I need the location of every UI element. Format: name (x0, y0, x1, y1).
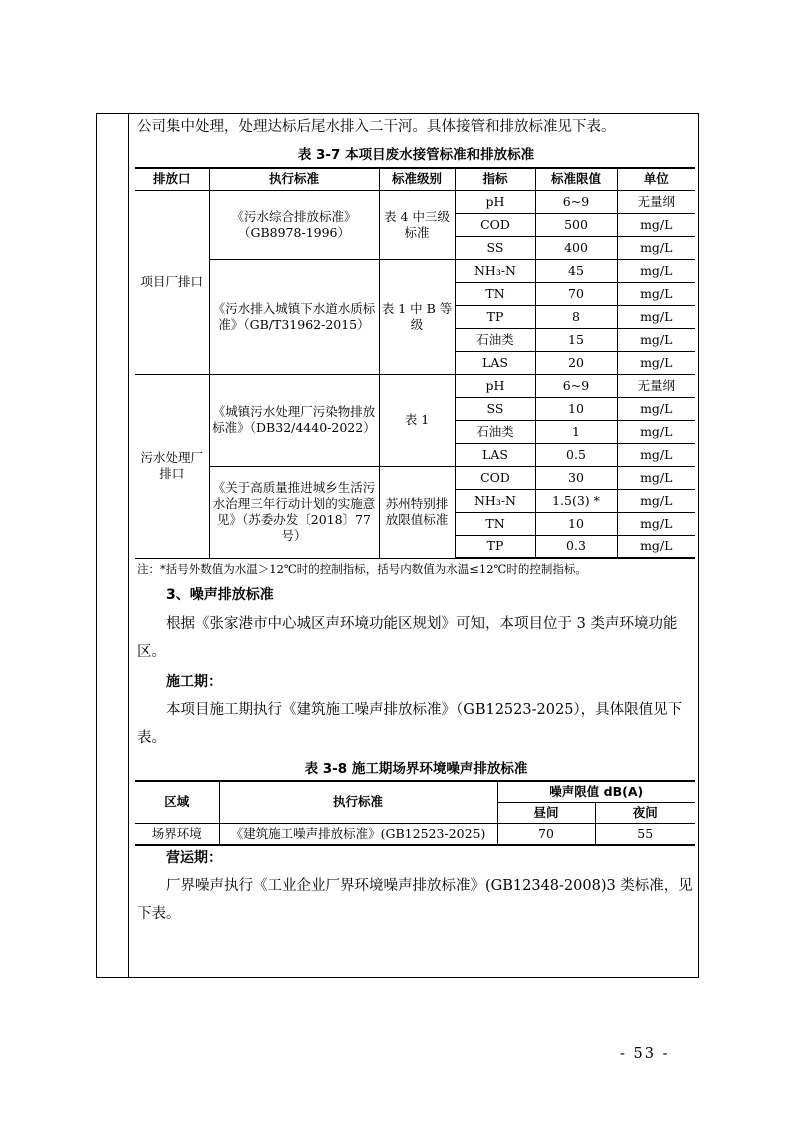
limit: 400 (535, 236, 617, 259)
header-indicator: 指标 (455, 168, 535, 190)
limit: 20 (535, 351, 617, 374)
limit: 6~9 (535, 374, 617, 397)
limit: 10 (535, 512, 617, 535)
limit: 500 (535, 213, 617, 236)
level-gbt31962: 表 1 中 B 等级 (379, 259, 455, 374)
limit: 6~9 (535, 190, 617, 213)
header-night: 夜间 (595, 802, 695, 823)
indicator: 石油类 (455, 328, 535, 351)
limit: 45 (535, 259, 617, 282)
limit: 0.3 (535, 535, 617, 558)
construction-heading: 施工期： (166, 674, 222, 690)
frame-divider (128, 113, 129, 978)
indicator: pH (455, 190, 535, 213)
indicator: COD (455, 213, 535, 236)
limit: 1.5(3) * (535, 489, 617, 512)
table-row (135, 259, 695, 282)
limit: 30 (535, 466, 617, 489)
indicator: TN (455, 282, 535, 305)
standard-db32: 《城镇污水处理厂污染物排放标准》（DB32/4440-2022） (209, 374, 379, 466)
header-outlet: 排放口 (135, 168, 209, 190)
construction-paragraph: 本项目施工期执行《建筑施工噪声排放标准》（GB12523-2025），具体限值见下表。 (137, 702, 683, 746)
table-row (135, 374, 695, 397)
section-3-paragraph: 根据《张家港市中心城区声环境功能区规划》可知，本项目位于 3 类声环境功能区。 (137, 616, 678, 660)
table-3-8-title: 表 3-8 施工期场界环境噪声排放标准 (304, 761, 528, 777)
outlet-wwtp: 污水处理厂排口 (135, 374, 209, 558)
indicator: pH (455, 374, 535, 397)
noise-standards-table (135, 780, 695, 846)
unit: mg/L (617, 351, 695, 374)
intro-line: 公司集中处理，处理达标后尾水排入二干河。具体接管和排放标准见下表。 (137, 119, 616, 135)
indicator: SS (455, 236, 535, 259)
header-limit: 标准限值 (535, 168, 617, 190)
indicator: SS (455, 397, 535, 420)
standard-cell: 《建筑施工噪声排放标准》(GB12523-2025) (219, 823, 497, 845)
unit: mg/L (617, 535, 695, 558)
operation-paragraph: 厂界噪声执行《工业企业厂界环境噪声排放标准》(GB12348-2008)3 类标准，见下表。 (137, 878, 693, 922)
content-area (137, 113, 695, 928)
table-row (135, 823, 695, 845)
table-row (135, 190, 695, 213)
level-suzhou: 苏州特别排放限值标准 (379, 466, 455, 558)
indicator: LAS (455, 351, 535, 374)
standard-gb8978: 《污水综合排放标准》（GB8978-1996） (209, 190, 379, 259)
unit: mg/L (617, 282, 695, 305)
level-db32: 表 1 (379, 374, 455, 466)
outlet-project: 项目厂排口 (135, 190, 209, 374)
unit: mg/L (617, 466, 695, 489)
unit: mg/L (617, 397, 695, 420)
header-standard: 执行标准 (219, 781, 497, 823)
header-day: 昼间 (497, 802, 595, 823)
indicator: TN (455, 512, 535, 535)
limit: 1 (535, 420, 617, 443)
limit: 10 (535, 397, 617, 420)
indicator: NH₃-N (455, 489, 535, 512)
table-header-row (135, 168, 695, 190)
limit: 8 (535, 305, 617, 328)
unit: mg/L (617, 213, 695, 236)
unit: mg/L (617, 489, 695, 512)
table-3-7-title: 表 3-7 本项目废水接管标准和排放标准 (297, 147, 535, 163)
page-number: - 53 - (620, 1046, 670, 1062)
table-header-row (135, 781, 695, 802)
indicator: LAS (455, 443, 535, 466)
standard-suzhou: 《关于高质量推进城乡生活污水治理三年行动计划的实施意见》（苏委办发〔2018〕77 号） (209, 466, 379, 558)
limit: 70 (535, 282, 617, 305)
unit: mg/L (617, 259, 695, 282)
unit: mg/L (617, 512, 695, 535)
table-row (135, 466, 695, 489)
unit: 无量纲 (617, 374, 695, 397)
header-level: 标准级别 (379, 168, 455, 190)
day-limit: 70 (497, 823, 595, 845)
indicator: TP (455, 535, 535, 558)
area-cell: 场界环境 (135, 823, 219, 845)
indicator: 石油类 (455, 420, 535, 443)
header-standard: 执行标准 (209, 168, 379, 190)
limit: 0.5 (535, 443, 617, 466)
header-area: 区域 (135, 781, 219, 823)
unit: mg/L (617, 443, 695, 466)
unit: mg/L (617, 236, 695, 259)
unit: mg/L (617, 305, 695, 328)
limit: 15 (535, 328, 617, 351)
level-gb8978: 表 4 中三级标准 (379, 190, 455, 259)
unit: mg/L (617, 420, 695, 443)
operation-heading: 营运期： (166, 850, 222, 866)
unit: mg/L (617, 328, 695, 351)
header-unit: 单位 (617, 168, 695, 190)
standard-gbt31962: 《污水排入城镇下水道水质标准》（GB/T31962-2015） (209, 259, 379, 374)
table-3-7-note: 注：*括号外数值为水温＞12℃时的控制指标，括号内数值为水温≤12℃时的控制指标。 (137, 562, 587, 576)
indicator: TP (455, 305, 535, 328)
unit: 无量纲 (617, 190, 695, 213)
section-3-heading: 3、噪声排放标准 (166, 587, 274, 603)
indicator: COD (455, 466, 535, 489)
header-noise-limit: 噪声限值 dB(A) (497, 781, 695, 802)
wastewater-standards-table (135, 167, 695, 559)
indicator: NH₃-N (455, 259, 535, 282)
night-limit: 55 (595, 823, 695, 845)
